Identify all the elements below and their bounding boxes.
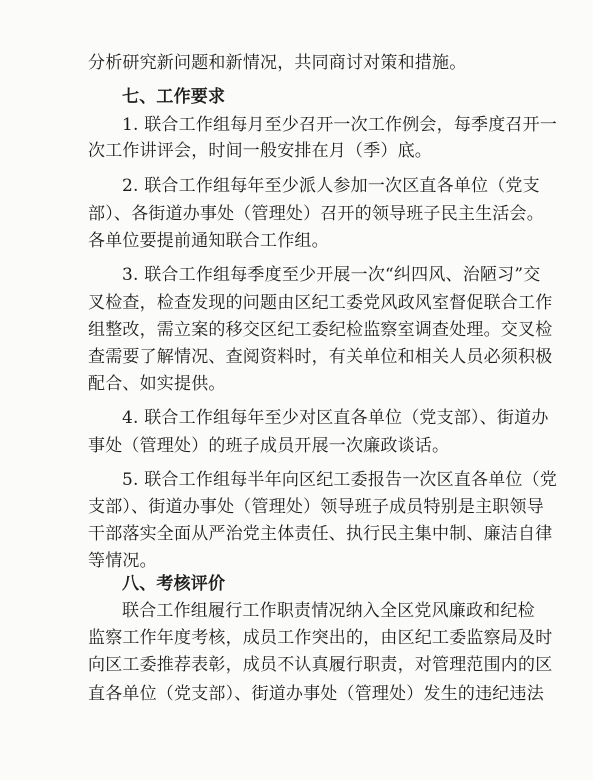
text-line: 叉检查，检查发现的问题由区纪工委党风政风室督促联合工作 bbox=[88, 293, 553, 313]
text-line: 1. 联合工作组每月至少召开一次工作例会，每季度召开一 bbox=[122, 115, 558, 135]
text-line: 事处（管理处）的班子成员开展一次廉政谈话。 bbox=[88, 436, 450, 456]
text-line: 5. 联合工作组每半年向区纪工委报告一次区直各单位（党 bbox=[122, 470, 558, 490]
text-line: 等情况。 bbox=[88, 551, 157, 571]
text-line: 4. 联合工作组每年至少对区直各单位（党支部）、街道办 bbox=[122, 408, 549, 428]
text-line: 各单位要提前通知联合工作组。 bbox=[88, 231, 329, 251]
text-line: 次工作讲评会，时间一般安排在月（季）底。 bbox=[88, 141, 432, 161]
text-line: 支部）、街道办事处（管理处）领导班子成员特别是主职领导 bbox=[88, 497, 544, 517]
text-line: 直各单位（党支部）、街道办事处（管理处）发生的违纪违法 bbox=[88, 684, 544, 704]
text-line: 3. 联合工作组每季度至少开展一次“纠四风、治陋习”交 bbox=[122, 265, 541, 285]
section-heading-8: 八、考核评价 bbox=[122, 574, 226, 594]
text-line: 配合、如实提供。 bbox=[88, 374, 226, 394]
text-line: 向区工委推荐表彰，成员不认真履行职责，对管理范围内的区 bbox=[88, 655, 553, 675]
text-line: 分析研究新问题和新情况，共同商讨对策和措施。 bbox=[88, 53, 467, 73]
section-heading-7: 七、工作要求 bbox=[122, 87, 226, 107]
text-line: 干部落实全面从严治党主体责任、执行民主集中制、廉洁自律 bbox=[88, 524, 553, 544]
text-line: 监察工作年度考核，成员工作突出的，由区纪工委监察局及时 bbox=[88, 628, 553, 648]
text-line: 部）、各街道办事处（管理处）召开的领导班子民主生活会。 bbox=[88, 204, 544, 224]
text-line: 组整改，需立案的移交区纪工委纪检监察室调查处理。交叉检 bbox=[88, 320, 553, 340]
text-line: 查需要了解情况、查阅资料时，有关单位和相关人员必须积极 bbox=[88, 347, 553, 367]
text-line: 联合工作组履行工作职责情况纳入全区党风廉政和纪检 bbox=[122, 601, 535, 621]
text-line: 2. 联合工作组每年至少派人参加一次区直各单位（党支 bbox=[122, 176, 540, 196]
